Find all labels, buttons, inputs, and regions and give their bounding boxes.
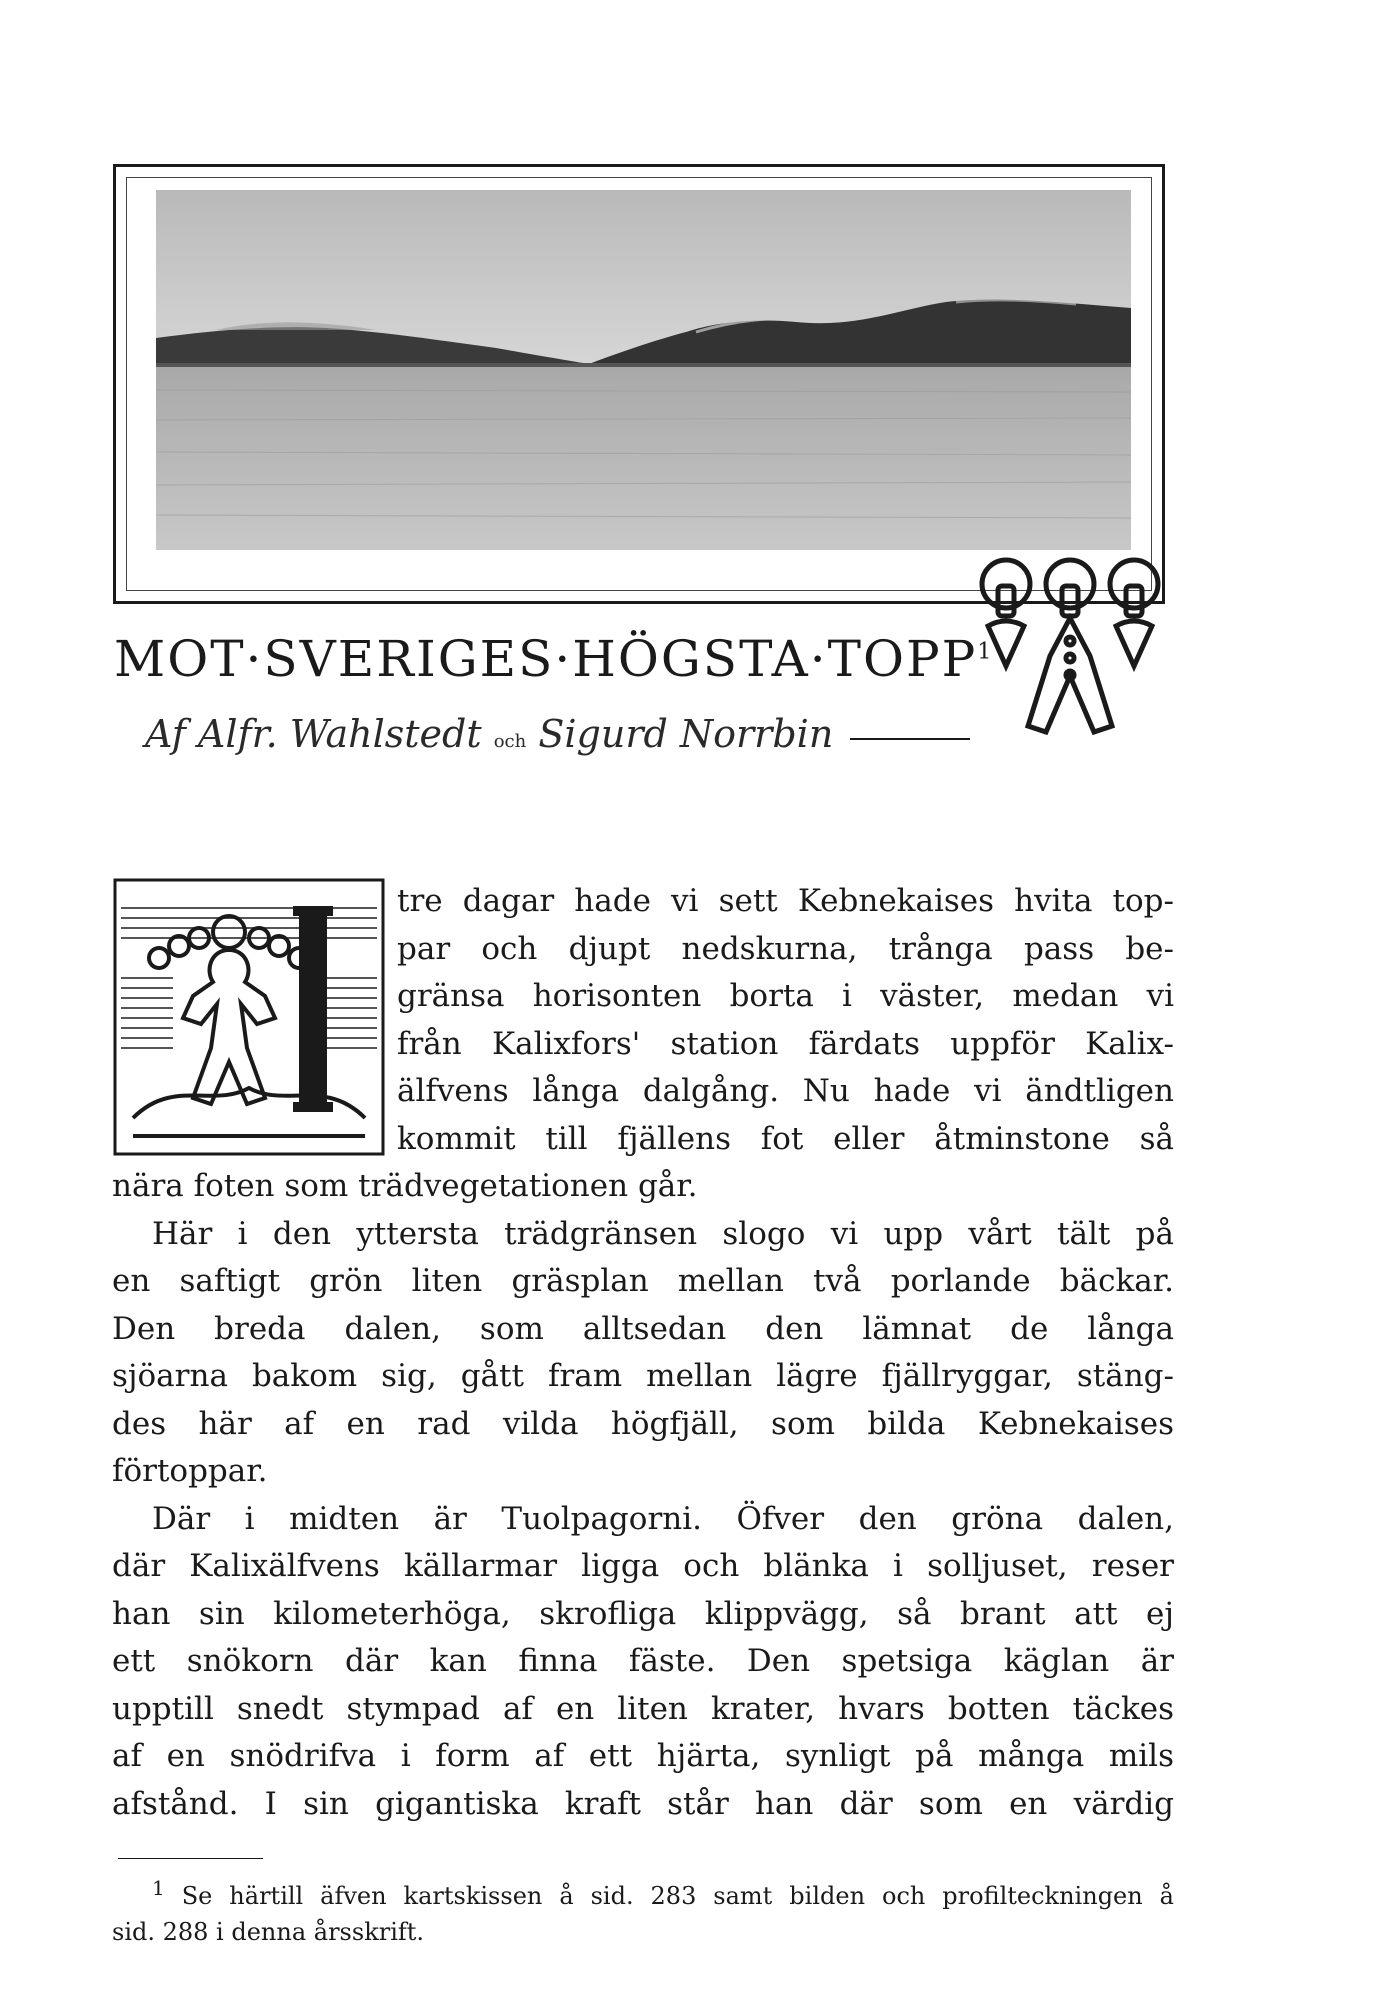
body-line: från Kalixfors' station färdats uppför Kalix- [397, 1025, 1174, 1062]
body-line: upptill snedt stympad af en liten krater, hvars botten täckes [112, 1690, 1174, 1727]
footnote-rule [118, 1858, 263, 1859]
byline-author-2: Sigurd Norrbin [538, 712, 834, 756]
title-footnote-marker: 1 [977, 639, 994, 665]
body-line: des här af en rad vilda högfjäll, som bilda Kebnekaises [112, 1405, 1174, 1442]
byline-rule [850, 738, 970, 740]
byline-author-1: Af Alfr. Wahlstedt [145, 712, 482, 756]
footnote-text-1: Se härtill äfven kartskissen å sid. 283 samt bilden och profilteckningen å [181, 1882, 1174, 1910]
footnote-marker: 1 [152, 1876, 165, 1900]
chain-ornament-icon [958, 546, 1178, 756]
body-line: älfvens långa dalgång. Nu hade vi ändtligen [397, 1073, 1174, 1109]
footnote [112, 1870, 1174, 1950]
body-line: Där i midten är Tuolpagorni. Öfver den gröna dalen, [152, 1500, 1174, 1537]
body-line: gränsa horisonten borta i väster, medan vi [397, 978, 1174, 1014]
footnote-line-2: sid. 288 i denna årsskrift. [112, 1918, 425, 1946]
footnote-line-1 [112, 1870, 1174, 1914]
body-line: där Kalixälfvens källarmar ligga och blänka i solljuset, reser [112, 1548, 1174, 1584]
body-line: Här i den yttersta trädgränsen slogo vi upp vårt tält på [152, 1215, 1174, 1252]
body-line: ett snökorn där kan finna fäste. Den spetsiga käglan är [112, 1643, 1174, 1679]
mountain-lake-photo [156, 190, 1131, 550]
body-line: sjöarna bakom sig, gått fram mellan lägre fjällryggar, stäng- [112, 1358, 1174, 1394]
article-title [114, 630, 993, 688]
article-body [112, 878, 1174, 1828]
body-line: kommit till fjällens fot eller åtminstone så [397, 1120, 1174, 1157]
body-line: Den breda dalen, som alltsedan den lämnat de långa [112, 1310, 1174, 1347]
body-line: af en snödrifva i form af ett hjärta, synligt på många mils [112, 1738, 1174, 1774]
body-line: en saftigt grön liten gräsplan mellan två porlande bäckar. [112, 1263, 1174, 1299]
body-line: afstånd. I sin gigantiska kraft står han där som en värdig [112, 1785, 1174, 1822]
byline-conjunction: och [493, 731, 527, 752]
body-line: tre dagar hade vi sett Kebnekaises hvita top- [397, 883, 1174, 919]
body-line: han sin kilometerhöga, skrofliga klippvägg, så brant att ej [112, 1595, 1174, 1632]
body-line: nära foten som trädvegetationen går. [112, 1168, 698, 1204]
title-text: MOT·SVERIGES·HÖGSTA·TOPP [114, 630, 978, 688]
byline [145, 712, 833, 756]
body-line: förtoppar. [112, 1453, 268, 1489]
body-line: par och djupt nedskurna, trånga pass be- [397, 930, 1174, 967]
